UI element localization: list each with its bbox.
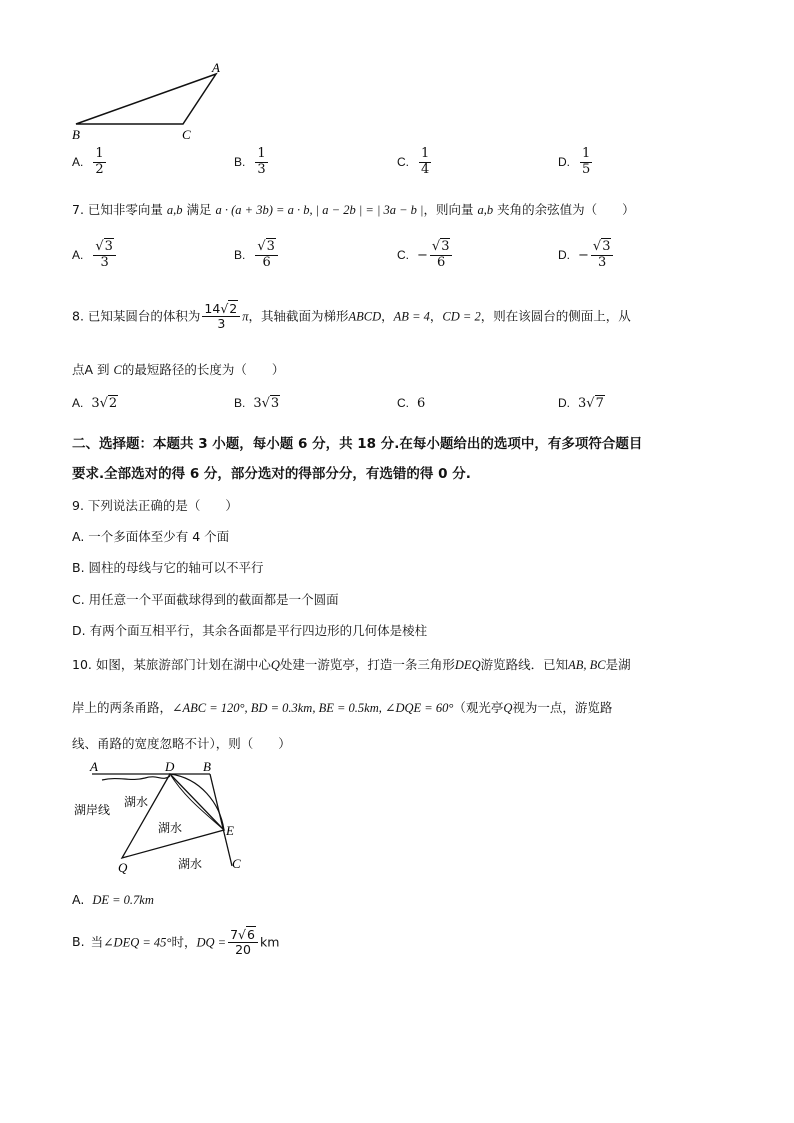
q10-option-b-angle: ∠DEQ = 45° — [103, 935, 172, 950]
label-b: B — [72, 127, 80, 142]
option-label: B. — [234, 247, 246, 262]
q8-trap: ABCD — [348, 309, 382, 324]
radicand: 3 — [104, 239, 113, 254]
q10-l1-b: 处建一游览亭，打造一条三角形 — [279, 657, 455, 672]
q8-option-d[interactable]: D. 3√7 — [558, 396, 604, 411]
q9-option-c[interactable]: C. 用任意一个平面截球得到的截面都是一个圆面 — [72, 592, 339, 607]
frac-den: 3 — [100, 254, 109, 270]
q8-line2-a: 点A 到 — [72, 362, 110, 377]
option-coef: 3 — [91, 396, 100, 411]
radicand: 3 — [602, 239, 611, 254]
vol-coef: 14 — [204, 301, 221, 316]
q8-option-b[interactable]: B. 3√3 — [234, 396, 280, 411]
triangle-abc — [76, 74, 216, 124]
option-label: C. — [397, 247, 409, 262]
section2-line2: 要求.全部选对的得 6 分，部分选对的得部分分，有选错的得 0 分. — [72, 466, 471, 482]
option-sign: − — [417, 247, 428, 263]
q10-l2-a: 岸上的两条甬路， — [72, 700, 173, 715]
option-label: C. — [397, 154, 409, 169]
option-sign: − — [578, 247, 589, 263]
triangle-figure — [66, 62, 226, 146]
option-label: A. — [72, 154, 84, 169]
q8-ab: AB = 4 — [393, 309, 430, 324]
frac-num: 1 — [257, 146, 266, 161]
vol-den: 3 — [217, 316, 226, 332]
q7-cond-word: 满足 — [186, 202, 212, 217]
fig-label-a: A — [90, 759, 98, 774]
q6-option-c[interactable] — [397, 147, 433, 178]
frac-den: 6 — [262, 254, 271, 270]
q10-l2-b: （观光亭 — [453, 700, 504, 715]
fig-label-e: E — [226, 823, 234, 838]
frac-den: 2 — [95, 161, 104, 177]
radicand: 7 — [595, 396, 604, 411]
q10-option-b-unit: km — [259, 934, 280, 950]
q6-option-b[interactable] — [234, 147, 270, 178]
option-label: B. — [234, 154, 246, 169]
frac-num: √3 — [255, 240, 278, 256]
q8-stem-line2 — [72, 360, 284, 378]
q10-l1-d: 是湖 — [605, 657, 631, 672]
q8-option-a[interactable]: A. 3√2 — [72, 396, 118, 411]
label-c: C — [182, 127, 191, 142]
fig-label-d: D — [165, 759, 175, 774]
fig-label-water3: 湖水 — [178, 857, 203, 871]
fig-label-c: C — [232, 856, 241, 871]
option-label: D. — [558, 247, 570, 262]
radicand: 2 — [108, 396, 118, 411]
num-rad: 6 — [247, 927, 255, 942]
q10-l1-deq: DEQ — [454, 658, 481, 672]
option-coef: 3 — [578, 396, 587, 411]
q10-l2-q: Q — [503, 701, 513, 715]
q10-stem-line1 — [72, 655, 631, 673]
option-label: C. — [397, 396, 409, 410]
q8-cd: CD = 2 — [442, 309, 481, 324]
section2-line1: 二、选择题：本题共 3 小题，每小题 6 分，共 18 分.在每小题给出的选项中，有多项符合题目 — [72, 436, 643, 452]
q9-option-b[interactable]: B. 圆柱的母线与它的轴可以不平行 — [72, 560, 264, 575]
vol-rad: 2 — [229, 301, 238, 316]
radicand: 3 — [270, 396, 280, 411]
num-coef: 7 — [230, 927, 239, 942]
q10-option-a[interactable] — [72, 892, 154, 908]
q10-l2-c: 视为一点，游览路 — [512, 700, 613, 715]
q7-prefix: 7. 已知非零向量 — [72, 202, 163, 217]
frac-num: √3 — [93, 240, 116, 256]
frac-num: √3 — [430, 240, 453, 256]
fig-label-b: B — [203, 759, 211, 774]
q9-stem: 9. 下列说法正确的是（ ） — [72, 498, 238, 513]
frac-den: 3 — [257, 161, 266, 177]
option-label: D. — [558, 396, 570, 410]
q10-option-b-pre: 当 — [90, 934, 104, 950]
q10-l1-q: Q — [270, 658, 280, 672]
frac-den: 5 — [582, 161, 591, 177]
q9-option-a[interactable]: A. 一个多面体至少有 4 个面 — [72, 529, 230, 544]
q7-option-c[interactable] — [397, 240, 454, 271]
q8-mid: ，其轴截面为梯形 — [248, 308, 349, 324]
q8-volume-frac: $\frac{14√2}{3}$ — [202, 302, 240, 332]
q7-option-a[interactable] — [72, 240, 118, 271]
q7-stem — [72, 200, 635, 218]
q10-stem-line3: 线、甬路的宽度忽略不计），则（ ） — [72, 736, 291, 751]
radicand: 3 — [266, 239, 275, 254]
frac-den: 3 — [598, 254, 607, 270]
q8-option-c[interactable] — [397, 396, 425, 411]
q7-vectors-2: a,b — [477, 203, 494, 217]
q10-stem-line2 — [72, 698, 612, 716]
shoreline — [102, 776, 170, 780]
q10-option-b-frac: $\frac{7√6}{20}$ — [228, 928, 258, 958]
q6-option-a[interactable] — [72, 147, 108, 178]
option-label: B. — [72, 934, 85, 950]
vol-pi: π — [242, 309, 249, 324]
fig-label-shore: 湖岸线 — [74, 803, 111, 817]
q8-line2-c: C — [113, 363, 122, 377]
frac-num: 1 — [95, 146, 104, 161]
frac-den: 6 — [437, 254, 446, 270]
option-label: D. — [558, 154, 570, 169]
q9-option-d[interactable]: D. 有两个面互相平行，其余各面都是平行四边形的几何体是棱柱 — [72, 623, 428, 638]
frac-num: 1 — [421, 146, 430, 161]
q6-option-d[interactable] — [558, 147, 594, 178]
q8-tail: ，则在该圆台的侧面上，从 — [480, 308, 631, 324]
q7-condition: a · (a + 3b) = a · b, | a − 2b | = | 3a − b | — [215, 203, 424, 217]
q10-l1-a: 10. 如图，某旅游部门计划在湖中心 — [72, 657, 271, 672]
q10-option-b[interactable] — [72, 928, 279, 958]
q10-l1-c: 游览路线．已知 — [480, 657, 569, 672]
fig-label-water2: 湖水 — [158, 821, 183, 835]
option-label: A. — [72, 396, 84, 410]
option-text: 6 — [417, 396, 426, 411]
q8-line2-rest: 的最短路径的长度为（ ） — [121, 362, 285, 377]
q7-vectors: a,b — [166, 203, 183, 217]
frac-den: 4 — [421, 161, 430, 177]
q7-option-d[interactable] — [558, 240, 615, 271]
fig-label-water1: 湖水 — [124, 795, 149, 809]
option-label: A. — [72, 247, 84, 262]
frac-num: 1 — [582, 146, 591, 161]
q10-l2-math: ∠ABC = 120°, BD = 0.3km, BE = 0.5km, ∠DQE = 60° — [172, 701, 454, 715]
lake-figure — [70, 758, 260, 878]
q8-prefix: 8. 已知某圆台的体积为 — [72, 308, 201, 324]
q7-suffix-2: 夹角的余弦值为（ ） — [497, 202, 635, 217]
option-coef: 3 — [253, 396, 262, 411]
q8-stem-line1: 8. 已知某圆台的体积为 $\frac{14√2}{3}$ π，其轴截面为梯形ABCD，AB = 4，CD = 2，则在该圆台的侧面上，从 — [72, 301, 631, 332]
q10-option-a-expr: DE = 0.7km — [92, 893, 154, 907]
option-label: A. — [72, 892, 85, 907]
q10-option-b-mid: 时， — [171, 934, 197, 950]
radicand: 3 — [441, 239, 450, 254]
label-a: A — [212, 62, 220, 75]
q10-option-b-dq: DQ = — [196, 935, 227, 950]
frac-den: 20 — [235, 942, 251, 958]
q7-option-b[interactable] — [234, 240, 280, 271]
q7-suffix-1: ，则向量 — [423, 202, 474, 217]
frac-num: √3 — [591, 240, 614, 256]
option-label: B. — [234, 396, 246, 410]
fig-label-q: Q — [118, 860, 128, 875]
q10-l1-abbc: AB, BC — [568, 658, 606, 672]
